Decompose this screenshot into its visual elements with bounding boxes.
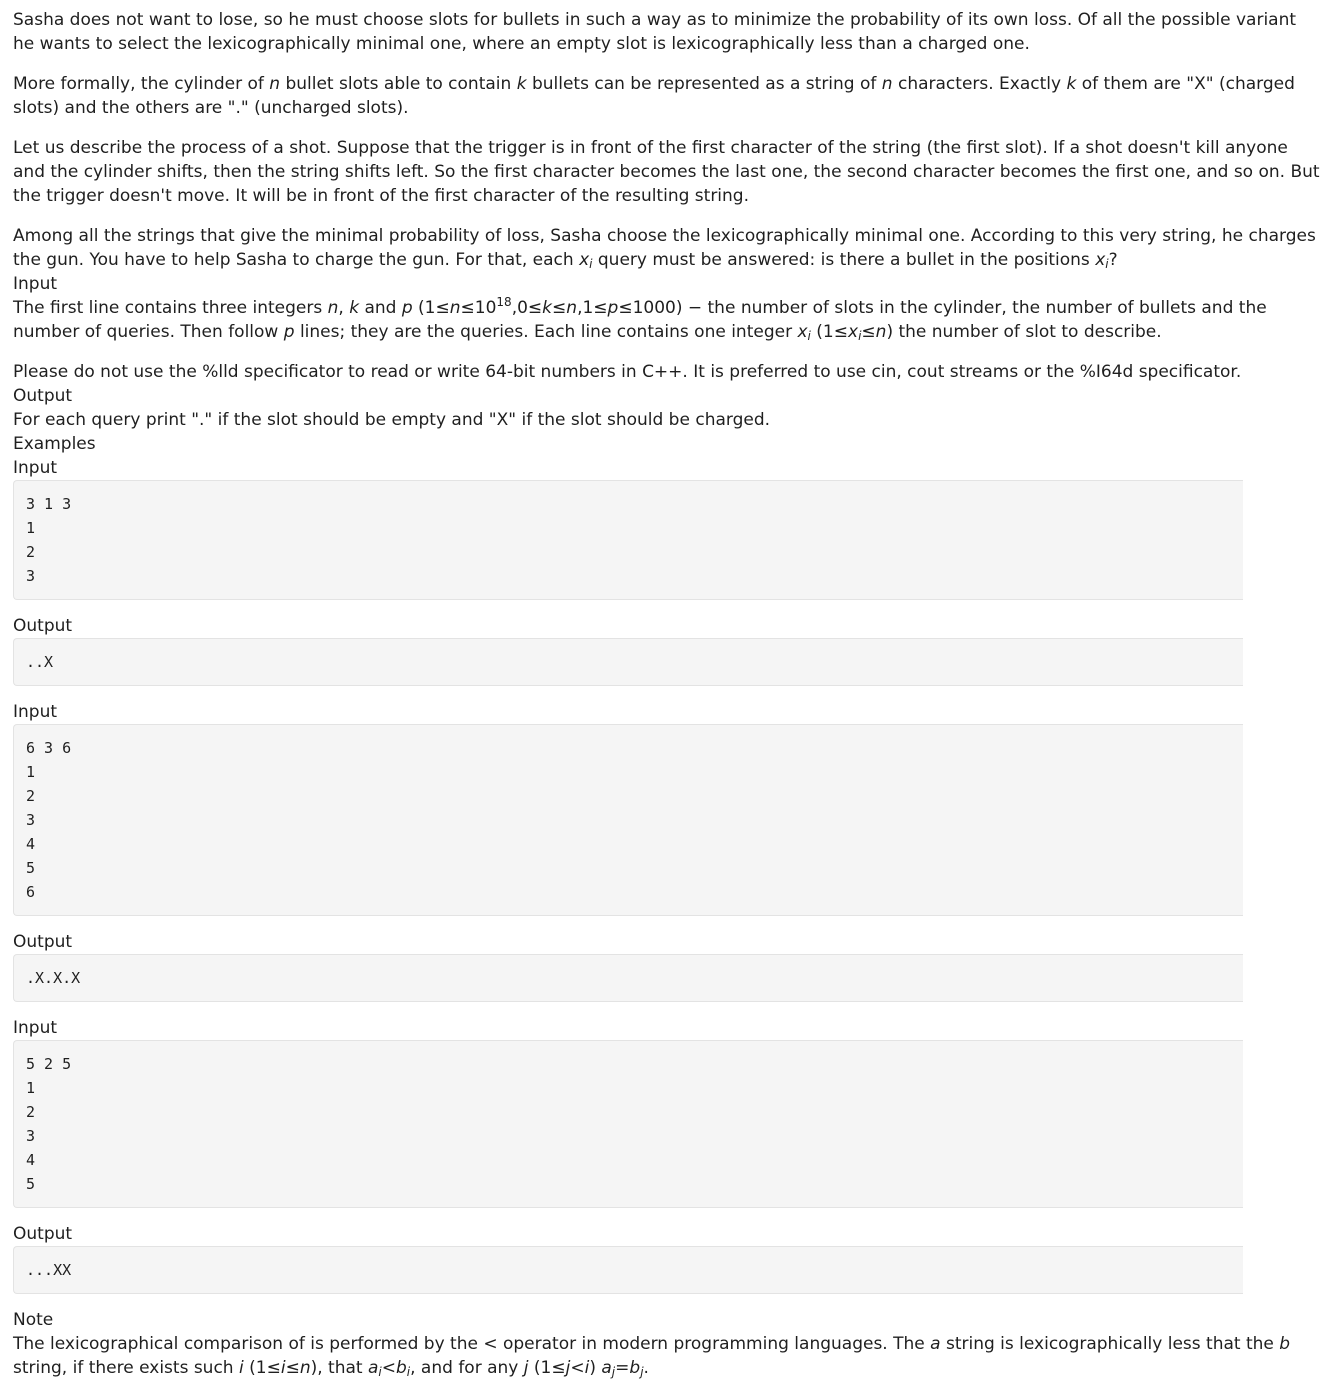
text-line: The first line contains three integers n, k and p $(1\le n\le 10^{18},0\le k\le n,1\le p\le 1000)$ − the number of slots in the cylinder, the number of bullets and the: [13, 295, 1267, 318]
example-input-block[interactable]: 5 2 5 1 2 3 4 5: [13, 1040, 1243, 1208]
example-output-block[interactable]: .X.X.X: [13, 954, 1243, 1002]
statement-paragraph-2: [13, 72, 1295, 120]
example-output-label: Output: [13, 1224, 73, 1244]
text-line: he wants to select the lexicographically minimal one, where an empty slot is lexicographically less than a charged one.: [13, 34, 1030, 54]
input-64bit-note: Please do not use the %lld specificator to read or write 64-bit numbers in C++. It is preferred to use cin, cout streams or the %I64d specificator.: [13, 362, 1242, 382]
example-input-label: Input: [13, 458, 58, 478]
text-line: Sasha does not want to lose, so he must choose slots for bullets in such a way as to minimize the probability of its own loss. Of all the possible variant: [13, 10, 1297, 30]
text-line: and the cylinder shifts, then the string shifts left. So the first character becomes the last one, the second character becomes the first one, and so on. But: [13, 162, 1320, 182]
text-line: More formally, the cylinder of n bullet slots able to contain k bullets can be represented as a string of n characters. Exactly k of them are "X" (charged: [13, 74, 1295, 94]
statement-paragraph-3: [13, 136, 1320, 208]
example-input-label: Input: [13, 702, 58, 722]
text-line: The lexicographical comparison of is performed by the < operator in modern programming languages. The a string is lexicographically less that the b: [13, 1334, 1291, 1354]
example-output-label: Output: [13, 932, 73, 952]
text-line: Among all the strings that give the minimal probability of loss, Sasha choose the lexicographically minimal one. According to this very string, he charges: [13, 226, 1316, 246]
example-input-block[interactable]: 6 3 6 1 2 3 4 5 6: [13, 724, 1243, 916]
note-heading: Note: [13, 1310, 54, 1330]
example-output-block[interactable]: ...XX: [13, 1246, 1243, 1294]
text-line: Let us describe the process of a shot. Suppose that the trigger is in front of the first character of the string (the first slot). If a shot doesn't kill anyone: [13, 138, 1288, 158]
example-output-block[interactable]: ..X: [13, 638, 1243, 686]
example-3: [13, 1016, 1253, 1308]
example-input-block[interactable]: 3 1 3 1 2 3: [13, 480, 1243, 600]
output-heading: Output: [13, 386, 73, 406]
example-2: [13, 700, 1253, 1016]
text-line: number of queries. Then follow p lines; they are the queries. Each line contains one integer $x_i$ $(1\le x_i\le n)$ the number of slot to describe.: [13, 322, 1162, 343]
text-line: the trigger doesn't move. It will be in front of the first character of the resulting string.: [13, 186, 749, 206]
text-line: slots) and the others are "." (uncharged slots).: [13, 98, 409, 118]
statement-paragraph-1: [13, 8, 1297, 56]
example-output-label: Output: [13, 616, 73, 636]
note-text: [13, 1332, 1291, 1380]
example-input-label: Input: [13, 1018, 58, 1038]
input-description: [13, 295, 1267, 344]
input-heading: Input: [13, 274, 58, 294]
statement-paragraph-4: [13, 224, 1316, 272]
text-line: the gun. You have to help Sasha to charge the gun. For that, each $x_i$ query must be answered: is there a bullet in the positions $x_i$?: [13, 250, 1118, 271]
example-1: [13, 456, 1253, 700]
text-line: string, if there exists such i (1≤i≤n), that $a_i<b_i$, and for any j (1≤j<i) $a_j=b_j$.: [13, 1358, 649, 1379]
examples-heading: Examples: [13, 434, 96, 454]
output-description: For each query print "." if the slot should be empty and "X" if the slot should be charged.: [13, 410, 771, 430]
problem-statement: [13, 8, 1320, 1380]
